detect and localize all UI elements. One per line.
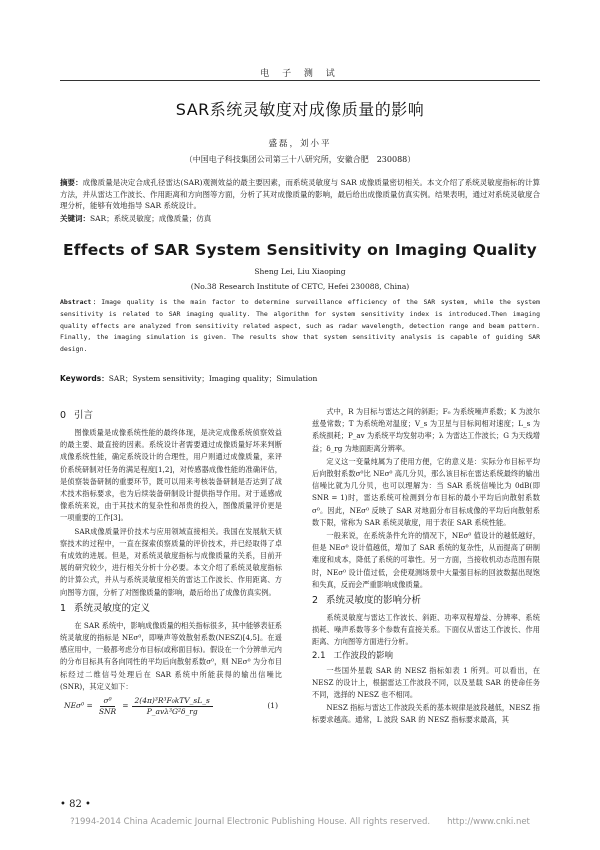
paragraph: SAR成像质量评价技术与应用领域直接相关。我国在发展航天侦察技术的过程中，一直在探索侦察质量的评价技术，并已经取得了卓有成效的进展。但是，对系统灵敏度指标与成像质量的关系，目前开展的研究较少，进行相关分析十分必要。本文介绍了系统灵敏度指标的计算公式，并从与系统灵敏度相关的雷达工作波长、作用距离、方向图等方面，分析了对图像质量的影响，最后给出了成像仿真实例。 bbox=[60, 526, 282, 597]
fraction-denominator: P_avλ³G²δ_rg bbox=[146, 707, 198, 717]
keywords-english-text: SAR；System sensitivity；Imaging quality；Simulation bbox=[108, 374, 318, 383]
authors-english: Sheng Lei, Liu Xiaoping bbox=[254, 267, 346, 276]
abstract-english bbox=[60, 297, 540, 356]
abstract-chinese-text: 成像质量是决定合成孔径雷达(SAR)观测效益的最主要因素，而系统灵敏度与 SAR 成像质量密切相关。本文介绍了系统灵敏度指标的计算方法，并从雷达工作波长、作用距离和方向图等方面，分析了其对成像质量的影响，最后给出成像质量仿真实例。结果表明，通过对系统灵敏度合理分析，能够有效地指导 SAR 系统设计。 bbox=[60, 178, 540, 210]
keywords-chinese bbox=[60, 213, 540, 224]
section-number: 2 bbox=[312, 595, 319, 607]
keywords-chinese-label: 关键词： bbox=[60, 214, 90, 223]
section-title: 系统灵敏度的定义 bbox=[74, 602, 151, 614]
page-number: • 82 • bbox=[60, 799, 91, 810]
section-number: 1 bbox=[60, 602, 67, 614]
paragraph: 在 SAR 系统中，影响成像质量的相关指标很多，其中能够表征系统灵敏度的指标是 NEσ⁰，即噪声等效散射系数(NESZ)[4,5]。在遥感应用中，一般都考虑分布目标(或称面目标)。假设在一个分辨单元内的分布目标具有各向同性的平均后向散射系数σ⁰，则 NEσ⁰ 为分布目标经过二维信号处理后在 SAR 系统中所能获得的输出信噪比(SNR)，其定义如下： bbox=[60, 620, 282, 691]
abstract-english-label: Abstract： bbox=[60, 298, 102, 306]
fraction-numerator: σ⁰ bbox=[100, 696, 114, 707]
equation-fraction-1 bbox=[96, 696, 119, 717]
equation-lhs: NEσ⁰ = bbox=[64, 701, 93, 711]
equation-1 bbox=[64, 696, 282, 717]
section-heading-definition bbox=[60, 602, 282, 616]
equation-equals: = bbox=[122, 701, 129, 711]
fraction-numerator: 2(4π)³R³F₀kTV_sL_s bbox=[132, 696, 213, 707]
body-column-left bbox=[60, 406, 282, 719]
keywords-english-label: Keywords： bbox=[60, 374, 109, 383]
section-heading-analysis bbox=[312, 594, 540, 608]
section-title: 系统灵敏度的影响分析 bbox=[326, 595, 422, 607]
abstract-chinese bbox=[60, 177, 540, 212]
section-number: 0 bbox=[60, 410, 67, 421]
equation-number: (1) bbox=[267, 701, 278, 711]
subsection-title: 工作波段的影响 bbox=[333, 650, 394, 661]
abstract-chinese-label: 摘要： bbox=[60, 178, 83, 187]
section-heading-intro bbox=[60, 409, 282, 423]
authors-chinese: 盛磊，刘小平 bbox=[268, 139, 332, 149]
paragraph: 图像质量是成像系统性能的最终体现，是决定成像系统侦察效益的最主要、最直接的因素。系统设计者需要通过成像质量好坏来判断成像系统性能，确定系统设计的合理性，用户则通过成像质量，来评价系统研制对任务的满足程度[1,2]，对传感器成像性能的准确评估，是侦察装备研制的重要环节，既可以用来考核装备研制是否达到了战术技术指标要求，也为后续装备研制设计提供指导作用。对于遥感成像系统来说，由于其技术的复杂性和昂贵的投入，图像质量评价更是一项重要的工作[3]。 bbox=[60, 428, 282, 523]
affiliation-chinese: （中国电子科技集团公司第三十八研究所，安徽合肥 230088） bbox=[184, 155, 416, 164]
fraction-denominator: SNR bbox=[98, 707, 117, 717]
body-column-right bbox=[312, 406, 540, 728]
paragraph: 定义这一变量纯属为了使用方便，它的意义是：实际分布目标平均后向散射系数σ⁰比 NEσ⁰ 高几分贝，那么该目标在雷达系统最终的输出信噪比就为几分贝，也可以理解为：当 SAR 系统信噪比为 0dB(即 SNR = 1)时，雷达系统可检测到分布目标的最小平均后向散射系数σ⁰。因此，NEσ⁰ 反映了 SAR 对地面分布目标成像的平均后向散射系数下限，常称为 SAR 系统灵敏度，用于表征 SAR 系统性能。 bbox=[312, 456, 540, 527]
abstract-english-text: Image quality is the main factor to determine surveillance efficiency of the SAR system, while the system sensitivity is related to SAR imaging quality. The algorithm for system sensitivity index is introduced.Then imaging quality effects are analyzed from sensitivity related aspect, such as radar wavelength, detection range and beam pattern. Finally, the imaging simulation is given. The results show that system sensitivity analysis is capable of guiding SAR design. bbox=[60, 298, 541, 354]
equation-fraction-2 bbox=[132, 696, 213, 717]
copyright-footer: ?1994-2014 China Academic Journal Electronic Publishing House. All rights reserved. http://www.cnki.net bbox=[70, 817, 530, 827]
paragraph: 一些国外星载 SAR 的 NESZ 指标如表 1 所列。可以看出，在 NESZ 的设计上，根据雷达工作波段不同，以及星载 SAR 的使命任务不同，选择的 NESZ 也不相同。 bbox=[312, 665, 540, 700]
running-head: 电 子 测 试 bbox=[260, 69, 340, 79]
affiliation-english: (No.38 Research Institute of CETC, Hefei 230088, China) bbox=[190, 282, 410, 291]
subsection-number: 2.1 bbox=[312, 650, 326, 661]
title-chinese: SAR系统灵敏度对成像质量的影响 bbox=[175, 100, 425, 119]
section-title: 引言 bbox=[74, 410, 94, 421]
paragraph: 式中，R 为目标与雷达之间的斜距；F₀ 为系统噪声系数；K 为波尔兹曼常数；T 为系统绝对温度；V_s 为卫星与目标间相对速度；L_s 为系统损耗；P_av 为系统平均发射功率；λ 为雷达工作波长；G 为天线增益；δ_rg 为地面距离分辨率。 bbox=[312, 407, 540, 453]
title-english: Effects of SAR System Sensitivity on Imaging Quality bbox=[63, 241, 537, 259]
header-rule bbox=[60, 80, 540, 81]
paragraph: 一般来说，在系统条件允许的情况下，NEσ⁰ 值设计的越低越好，但是 NEσ⁰ 设计值越低，增加了 SAR 系统的复杂性，从而提高了研制难度和成本，降低了系统的可靠性。另一方面，当接收机动态范围有限时，NEσ⁰ 设计值过低，会使观测场景中大量强目标的回波数据出现饱和失真，反而会严重影响成像质量。 bbox=[312, 531, 540, 589]
paragraph: NESZ 指标与雷达工作波段关系的基本规律是波段越低，NESZ 指标要求越高。通常，L 波段 SAR 的 NESZ 指标要求最高，其 bbox=[312, 703, 540, 725]
keywords-chinese-text: SAR；系统灵敏度；成像质量；仿真 bbox=[90, 214, 212, 223]
keywords-english bbox=[60, 373, 540, 384]
subsection-heading-band bbox=[312, 650, 540, 663]
paragraph: 系统灵敏度与雷达工作波长、斜距、功率双程增益、分辨率、系统损耗、噪声系数等多个参数有直接关系。下面仅从雷达工作波长、作用距离、方向图等方面进行分析。 bbox=[312, 613, 540, 647]
